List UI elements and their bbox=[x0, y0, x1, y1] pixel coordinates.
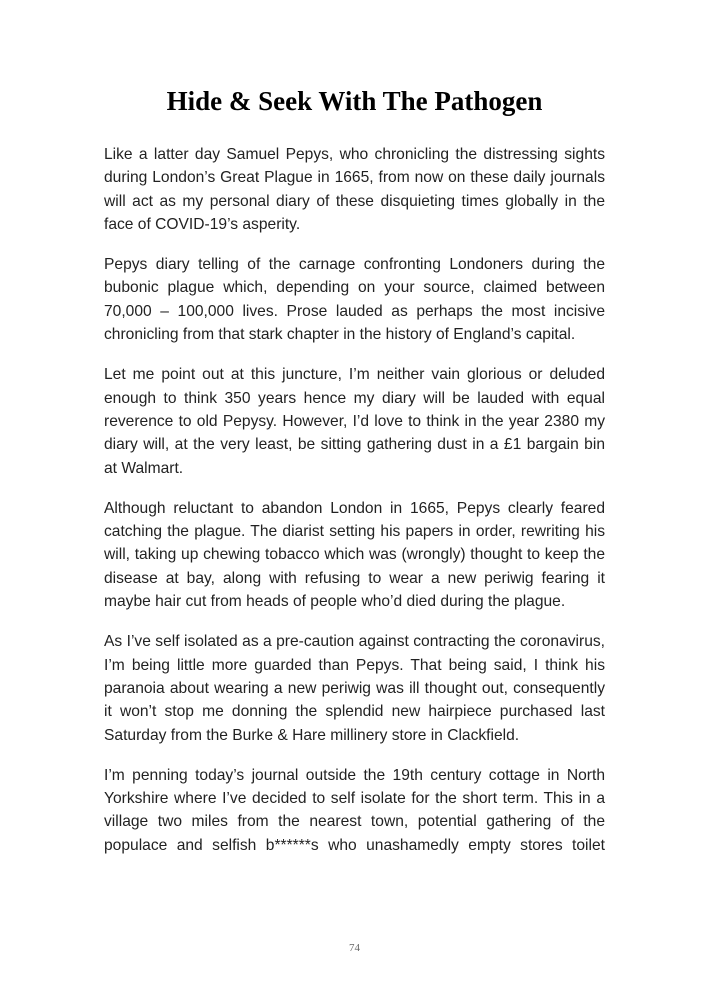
paragraph-1: Like a latter day Samuel Pepys, who chronicling the distressing sights during London’s Great Plague in 1665, from now on these daily journals will act as my personal diary of these disquieting times globally in the face of COVID-19’s asperity. bbox=[104, 146, 605, 233]
paragraph-6: I’m penning today’s journal outside the 19th century cottage in North Yorkshire where I’ve decided to self isolate for the short term. This in a village two miles from the nearest town, potential gathering of the populace and selfish b******s who unashamedly empty stores toilet bbox=[104, 766, 605, 854]
paragraph-5: As I’ve self isolated as a pre-caution against contracting the coronavirus, I’m being little more guarded than Pepys. That being said, I think his paranoia about wearing a new periwig was ill thought out, consequently it won’t stop me donning the splendid new hairpiece purchased last Saturday from the Burke & Hare millinery store in Clackfield. bbox=[104, 633, 605, 744]
body-text bbox=[104, 143, 605, 874]
paragraph-4: Although reluctant to abandon London in 1665, Pepys clearly feared catching the plague. The diarist setting his papers in order, rewriting his will, taking up chewing tobacco which was (wrongly) thought to keep the disease at bay, along with refusing to wear a new periwig fearing it maybe hair cut from heads of people who’d died during the plague. bbox=[104, 499, 605, 611]
page-number: 74 bbox=[349, 942, 360, 954]
paragraph-3: Let me point out at this juncture, I’m neither vain glorious or deluded enough to think 350 years hence my diary will be lauded with equal reverence to old Pepysy. However, I’d love to think in the year 2380 my diary will, at the very least, be sitting gathering dust in a £1 bargain bin at Walmart. bbox=[104, 366, 605, 477]
paragraph-2: Pepys diary telling of the carnage confronting Londoners during the bubonic plague which, depending on your source, claimed between 70,000 – 100,000 lives. Prose lauded as perhaps the most incisive chronicling from that stark chapter in the history of England’s capital. bbox=[104, 256, 605, 344]
chapter-title: Hide & Seek With The Pathogen bbox=[166, 86, 543, 116]
